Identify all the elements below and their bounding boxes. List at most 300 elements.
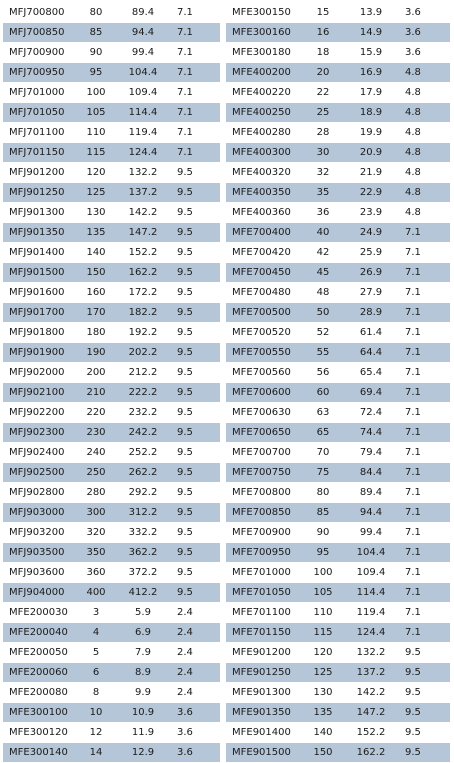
dimension-cell: 124.4 <box>112 143 174 163</box>
part-number-cell: MFE700600 <box>226 383 306 403</box>
part-number-cell: MFE700450 <box>226 263 306 283</box>
table-row <box>3 23 220 43</box>
dimension-cell: 24.9 <box>340 223 402 243</box>
dimension-cell: 89.4 <box>112 3 174 23</box>
dimension-cell: 94.4 <box>340 503 402 523</box>
table-row <box>226 63 450 83</box>
dimension-cell: 14.9 <box>340 23 402 43</box>
table-row <box>226 103 450 123</box>
part-number-cell: MFJ902400 <box>3 443 80 463</box>
size-cell: 100 <box>306 563 340 583</box>
part-number-cell: MFE700900 <box>226 523 306 543</box>
dimension-cell: 312.2 <box>112 503 174 523</box>
width-cell: 7.1 <box>402 223 450 243</box>
dimension-cell: 6.9 <box>112 623 174 643</box>
part-number-cell: MFJ901300 <box>3 203 80 223</box>
part-number-cell: MFE300100 <box>3 703 80 723</box>
width-cell: 3.6 <box>174 703 220 723</box>
part-number-cell: MFJ904000 <box>3 583 80 603</box>
dimension-cell: 28.9 <box>340 303 402 323</box>
dimension-cell: 5.9 <box>112 603 174 623</box>
part-number-cell: MFE901500 <box>226 743 306 763</box>
part-number-cell: MFE200080 <box>3 683 80 703</box>
table-row <box>3 203 220 223</box>
part-number-cell: MFJ700800 <box>3 3 80 23</box>
part-number-cell: MFJ903600 <box>3 563 80 583</box>
table-row <box>226 683 450 703</box>
part-number-cell: MFE701050 <box>226 583 306 603</box>
dimension-cell: 137.2 <box>112 183 174 203</box>
size-cell: 125 <box>306 663 340 683</box>
size-cell: 60 <box>306 383 340 403</box>
table-row <box>226 423 450 443</box>
table-row <box>3 383 220 403</box>
table-row <box>226 663 450 683</box>
part-number-cell: MFE700420 <box>226 243 306 263</box>
width-cell: 9.5 <box>174 223 220 243</box>
width-cell: 9.5 <box>174 323 220 343</box>
width-cell: 7.1 <box>174 103 220 123</box>
part-number-cell: MFE200060 <box>3 663 80 683</box>
spec-table-right-body <box>226 3 450 763</box>
table-row <box>226 723 450 743</box>
size-cell: 85 <box>80 23 112 43</box>
size-cell: 52 <box>306 323 340 343</box>
width-cell: 4.8 <box>402 63 450 83</box>
dimension-cell: 232.2 <box>112 403 174 423</box>
dimension-cell: 152.2 <box>340 723 402 743</box>
part-number-cell: MFE700750 <box>226 463 306 483</box>
part-number-cell: MFJ901200 <box>3 163 80 183</box>
size-cell: 36 <box>306 203 340 223</box>
size-cell: 140 <box>80 243 112 263</box>
width-cell: 3.6 <box>402 23 450 43</box>
width-cell: 3.6 <box>402 43 450 63</box>
table-row <box>3 83 220 103</box>
dimension-cell: 9.9 <box>112 683 174 703</box>
part-number-cell: MFE700800 <box>226 483 306 503</box>
table-row <box>226 203 450 223</box>
size-cell: 220 <box>80 403 112 423</box>
part-number-cell: MFE901400 <box>226 723 306 743</box>
width-cell: 9.5 <box>174 363 220 383</box>
table-row <box>3 483 220 503</box>
table-row <box>226 83 450 103</box>
width-cell: 7.1 <box>402 403 450 423</box>
dimension-cell: 84.4 <box>340 463 402 483</box>
dimension-cell: 137.2 <box>340 663 402 683</box>
width-cell: 7.1 <box>402 423 450 443</box>
dimension-cell: 262.2 <box>112 463 174 483</box>
part-number-cell: MFJ901900 <box>3 343 80 363</box>
table-row <box>226 583 450 603</box>
table-row <box>3 503 220 523</box>
table-row <box>3 723 220 743</box>
width-cell: 9.5 <box>174 203 220 223</box>
part-number-cell: MFE300180 <box>226 43 306 63</box>
dimension-cell: 182.2 <box>112 303 174 323</box>
table-row <box>226 23 450 43</box>
table-row <box>226 503 450 523</box>
width-cell: 9.5 <box>174 523 220 543</box>
width-cell: 9.5 <box>174 183 220 203</box>
part-number-cell: MFE300120 <box>3 723 80 743</box>
size-cell: 65 <box>306 423 340 443</box>
part-number-cell: MFE400320 <box>226 163 306 183</box>
part-number-cell: MFE200030 <box>3 603 80 623</box>
size-cell: 4 <box>80 623 112 643</box>
size-cell: 22 <box>306 83 340 103</box>
width-cell: 7.1 <box>402 263 450 283</box>
table-row <box>3 663 220 683</box>
dimension-cell: 104.4 <box>340 543 402 563</box>
size-cell: 80 <box>306 483 340 503</box>
table-row <box>3 523 220 543</box>
dimension-cell: 27.9 <box>340 283 402 303</box>
width-cell: 2.4 <box>174 623 220 643</box>
size-cell: 45 <box>306 263 340 283</box>
size-cell: 55 <box>306 343 340 363</box>
width-cell: 7.1 <box>402 303 450 323</box>
width-cell: 9.5 <box>174 163 220 183</box>
size-cell: 28 <box>306 123 340 143</box>
size-cell: 250 <box>80 463 112 483</box>
width-cell: 9.5 <box>174 303 220 323</box>
table-row <box>226 743 450 763</box>
table-row <box>226 283 450 303</box>
table-row <box>3 683 220 703</box>
part-number-cell: MFJ701150 <box>3 143 80 163</box>
part-number-cell: MFE901300 <box>226 683 306 703</box>
dimension-cell: 147.2 <box>340 703 402 723</box>
dimension-cell: 18.9 <box>340 103 402 123</box>
width-cell: 7.1 <box>402 503 450 523</box>
width-cell: 7.1 <box>402 523 450 543</box>
table-row <box>3 103 220 123</box>
dimension-cell: 94.4 <box>112 23 174 43</box>
dimension-cell: 362.2 <box>112 543 174 563</box>
part-number-cell: MFE901250 <box>226 663 306 683</box>
width-cell: 2.4 <box>174 603 220 623</box>
size-cell: 150 <box>80 263 112 283</box>
size-cell: 280 <box>80 483 112 503</box>
dimension-cell: 114.4 <box>340 583 402 603</box>
dimension-cell: 162.2 <box>112 263 174 283</box>
width-cell: 9.5 <box>402 743 450 763</box>
part-number-cell: MFE700400 <box>226 223 306 243</box>
dimension-cell: 26.9 <box>340 263 402 283</box>
table-row <box>226 123 450 143</box>
table-row <box>3 343 220 363</box>
table-row <box>226 523 450 543</box>
dimension-cell: 142.2 <box>340 683 402 703</box>
dimension-cell: 16.9 <box>340 63 402 83</box>
table-row <box>226 703 450 723</box>
size-cell: 20 <box>306 63 340 83</box>
size-cell: 50 <box>306 303 340 323</box>
width-cell: 7.1 <box>402 563 450 583</box>
dimension-cell: 172.2 <box>112 283 174 303</box>
width-cell: 7.1 <box>402 603 450 623</box>
width-cell: 7.1 <box>402 583 450 603</box>
part-number-cell: MFE700650 <box>226 423 306 443</box>
table-row <box>3 283 220 303</box>
dimension-cell: 19.9 <box>340 123 402 143</box>
width-cell: 2.4 <box>174 683 220 703</box>
dimension-cell: 25.9 <box>340 243 402 263</box>
dimension-cell: 21.9 <box>340 163 402 183</box>
part-number-cell: MFJ901400 <box>3 243 80 263</box>
part-number-cell: MFE701000 <box>226 563 306 583</box>
width-cell: 2.4 <box>174 663 220 683</box>
size-cell: 170 <box>80 303 112 323</box>
table-row <box>226 163 450 183</box>
dimension-cell: 72.4 <box>340 403 402 423</box>
size-cell: 160 <box>80 283 112 303</box>
part-number-cell: MFE901350 <box>226 703 306 723</box>
size-cell: 42 <box>306 243 340 263</box>
width-cell: 9.5 <box>174 403 220 423</box>
size-cell: 200 <box>80 363 112 383</box>
dimension-cell: 10.9 <box>112 703 174 723</box>
width-cell: 4.8 <box>402 203 450 223</box>
table-row <box>226 223 450 243</box>
part-number-cell: MFE400280 <box>226 123 306 143</box>
size-cell: 8 <box>80 683 112 703</box>
size-cell: 56 <box>306 363 340 383</box>
size-cell: 95 <box>80 63 112 83</box>
width-cell: 9.5 <box>174 543 220 563</box>
table-row <box>226 463 450 483</box>
table-row <box>3 3 220 23</box>
size-cell: 6 <box>80 663 112 683</box>
table-row <box>226 243 450 263</box>
part-number-cell: MFJ903500 <box>3 543 80 563</box>
part-number-cell: MFJ901250 <box>3 183 80 203</box>
dimension-cell: 212.2 <box>112 363 174 383</box>
dimension-cell: 8.9 <box>112 663 174 683</box>
width-cell: 9.5 <box>174 423 220 443</box>
dimension-cell: 162.2 <box>340 743 402 763</box>
part-number-cell: MFJ902800 <box>3 483 80 503</box>
spec-table-left-body <box>3 3 220 763</box>
table-row <box>3 63 220 83</box>
size-cell: 360 <box>80 563 112 583</box>
table-row <box>3 563 220 583</box>
part-number-cell: MFE400360 <box>226 203 306 223</box>
width-cell: 7.1 <box>174 63 220 83</box>
size-cell: 115 <box>80 143 112 163</box>
width-cell: 4.8 <box>402 83 450 103</box>
size-cell: 10 <box>80 703 112 723</box>
table-row <box>3 223 220 243</box>
size-cell: 110 <box>80 123 112 143</box>
dimension-cell: 11.9 <box>112 723 174 743</box>
size-cell: 48 <box>306 283 340 303</box>
width-cell: 9.5 <box>174 243 220 263</box>
width-cell: 9.5 <box>402 643 450 663</box>
size-cell: 320 <box>80 523 112 543</box>
size-cell: 70 <box>306 443 340 463</box>
table-row <box>226 383 450 403</box>
table-row <box>3 583 220 603</box>
size-cell: 32 <box>306 163 340 183</box>
dimension-cell: 61.4 <box>340 323 402 343</box>
width-cell: 7.1 <box>402 623 450 643</box>
spec-table-left <box>3 3 220 763</box>
dimension-cell: 104.4 <box>112 63 174 83</box>
size-cell: 190 <box>80 343 112 363</box>
size-cell: 105 <box>306 583 340 603</box>
size-cell: 12 <box>80 723 112 743</box>
dimension-cell: 65.4 <box>340 363 402 383</box>
size-cell: 210 <box>80 383 112 403</box>
size-cell: 135 <box>80 223 112 243</box>
part-number-cell: MFJ902500 <box>3 463 80 483</box>
width-cell: 9.5 <box>402 703 450 723</box>
table-row <box>226 303 450 323</box>
table-row <box>3 423 220 443</box>
part-number-cell: MFE400300 <box>226 143 306 163</box>
part-number-cell: MFE700560 <box>226 363 306 383</box>
dimension-cell: 64.4 <box>340 343 402 363</box>
width-cell: 3.6 <box>174 723 220 743</box>
part-number-cell: MFJ901800 <box>3 323 80 343</box>
dimension-cell: 22.9 <box>340 183 402 203</box>
size-cell: 180 <box>80 323 112 343</box>
width-cell: 7.1 <box>174 123 220 143</box>
dimension-cell: 222.2 <box>112 383 174 403</box>
size-cell: 120 <box>306 643 340 663</box>
dimension-cell: 252.2 <box>112 443 174 463</box>
width-cell: 9.5 <box>174 343 220 363</box>
part-number-cell: MFJ901600 <box>3 283 80 303</box>
table-row <box>226 643 450 663</box>
size-cell: 135 <box>306 703 340 723</box>
table-row <box>226 183 450 203</box>
table-row <box>3 743 220 763</box>
table-row <box>3 703 220 723</box>
dimension-cell: 17.9 <box>340 83 402 103</box>
width-cell: 9.5 <box>174 563 220 583</box>
part-number-cell: MFE400250 <box>226 103 306 123</box>
part-number-cell: MFJ901350 <box>3 223 80 243</box>
width-cell: 9.5 <box>174 503 220 523</box>
dimension-cell: 412.2 <box>112 583 174 603</box>
part-number-cell: MFE700630 <box>226 403 306 423</box>
dimension-cell: 202.2 <box>112 343 174 363</box>
table-row <box>226 603 450 623</box>
width-cell: 7.1 <box>402 323 450 343</box>
dimension-cell: 89.4 <box>340 483 402 503</box>
table-row <box>226 363 450 383</box>
table-row <box>226 3 450 23</box>
dimension-cell: 12.9 <box>112 743 174 763</box>
part-number-cell: MFE700950 <box>226 543 306 563</box>
size-cell: 16 <box>306 23 340 43</box>
part-number-cell: MFE700480 <box>226 283 306 303</box>
size-cell: 40 <box>306 223 340 243</box>
table-row <box>3 363 220 383</box>
size-cell: 18 <box>306 43 340 63</box>
part-number-cell: MFE400350 <box>226 183 306 203</box>
width-cell: 9.5 <box>402 683 450 703</box>
dimension-cell: 242.2 <box>112 423 174 443</box>
size-cell: 35 <box>306 183 340 203</box>
width-cell: 4.8 <box>402 143 450 163</box>
dimension-cell: 142.2 <box>112 203 174 223</box>
size-cell: 90 <box>80 43 112 63</box>
part-number-cell: MFE700500 <box>226 303 306 323</box>
width-cell: 7.1 <box>174 143 220 163</box>
dimension-cell: 372.2 <box>112 563 174 583</box>
table-row <box>3 643 220 663</box>
table-row <box>226 543 450 563</box>
size-cell: 80 <box>80 3 112 23</box>
size-cell: 120 <box>80 163 112 183</box>
table-row <box>3 143 220 163</box>
size-cell: 130 <box>306 683 340 703</box>
part-number-cell: MFJ700950 <box>3 63 80 83</box>
table-row <box>226 343 450 363</box>
dimension-cell: 13.9 <box>340 3 402 23</box>
part-number-cell: MFJ903000 <box>3 503 80 523</box>
part-number-cell: MFE700700 <box>226 443 306 463</box>
width-cell: 7.1 <box>174 43 220 63</box>
size-cell: 25 <box>306 103 340 123</box>
part-number-cell: MFE700520 <box>226 323 306 343</box>
width-cell: 4.8 <box>402 103 450 123</box>
part-number-cell: MFJ902000 <box>3 363 80 383</box>
dimension-cell: 147.2 <box>112 223 174 243</box>
size-cell: 15 <box>306 3 340 23</box>
part-number-cell: MFE901200 <box>226 643 306 663</box>
width-cell: 7.1 <box>174 23 220 43</box>
dimension-cell: 119.4 <box>112 123 174 143</box>
dimension-cell: 69.4 <box>340 383 402 403</box>
table-row <box>226 43 450 63</box>
table-row <box>3 443 220 463</box>
table-row <box>226 403 450 423</box>
part-number-cell: MFE300160 <box>226 23 306 43</box>
part-number-cell: MFE400200 <box>226 63 306 83</box>
table-row <box>226 263 450 283</box>
width-cell: 9.5 <box>174 263 220 283</box>
dimension-cell: 20.9 <box>340 143 402 163</box>
width-cell: 7.1 <box>174 3 220 23</box>
part-number-cell: MFE701150 <box>226 623 306 643</box>
size-cell: 400 <box>80 583 112 603</box>
dimension-cell: 23.9 <box>340 203 402 223</box>
size-cell: 140 <box>306 723 340 743</box>
part-number-cell: MFJ701100 <box>3 123 80 143</box>
size-cell: 130 <box>80 203 112 223</box>
part-number-cell: MFJ902300 <box>3 423 80 443</box>
size-cell: 300 <box>80 503 112 523</box>
width-cell: 9.5 <box>174 483 220 503</box>
width-cell: 9.5 <box>174 583 220 603</box>
size-cell: 85 <box>306 503 340 523</box>
dimension-cell: 79.4 <box>340 443 402 463</box>
part-number-cell: MFE300140 <box>3 743 80 763</box>
size-cell: 30 <box>306 143 340 163</box>
size-cell: 3 <box>80 603 112 623</box>
dimension-cell: 109.4 <box>340 563 402 583</box>
part-number-cell: MFJ901500 <box>3 263 80 283</box>
width-cell: 3.6 <box>174 743 220 763</box>
width-cell: 7.1 <box>402 343 450 363</box>
dimension-cell: 109.4 <box>112 83 174 103</box>
